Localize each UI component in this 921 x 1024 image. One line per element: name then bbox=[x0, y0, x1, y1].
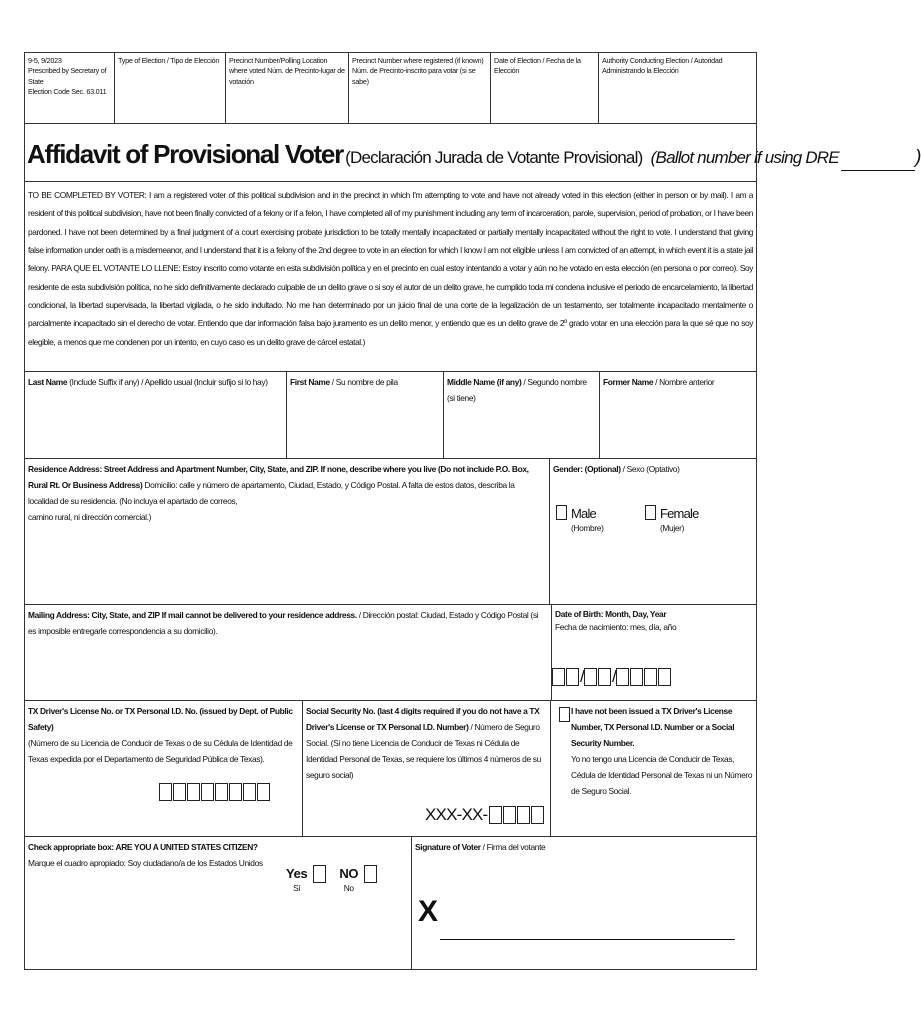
license-digit[interactable] bbox=[257, 783, 270, 801]
mailing-address-field[interactable]: Mailing Address: City, State, and ZIP If mail cannot be delivered to your residence address. / Dirección postal: Ciudad, Estado y Código Postal (si es imposible entregarle correspondencia a su domicilio). bbox=[25, 604, 551, 700]
form-prescribed: Prescribed by Secretary of State bbox=[28, 66, 107, 86]
male-checkbox[interactable] bbox=[556, 505, 567, 520]
yes-label: Yes bbox=[286, 866, 308, 881]
title-ballot: (Ballot number if using DRE bbox=[650, 148, 839, 167]
title-main: Affidavit of Provisional Voter bbox=[27, 139, 343, 169]
residence-address-field[interactable]: Residence Address: Street Address and Apartment Number, City, State, and ZIP. If none, describe where you live (Do not include P.O. Box, Rural Rt. Or Business Address) Domicilio: calle y número de apartamento, Ciudad, Estado, y Código Postal. A falta de estos datos, describa la localidad de su residencia. (No incluya el apartado de correos, camino rural, ni dirección comercial.) bbox=[25, 458, 549, 604]
ssn-digit[interactable] bbox=[531, 806, 544, 824]
form-id bbox=[25, 53, 115, 123]
no-label-es: No bbox=[343, 883, 354, 894]
ssn-digit[interactable] bbox=[503, 806, 516, 824]
yes-label-es: Sí bbox=[293, 883, 301, 894]
dob-month-digit[interactable] bbox=[566, 668, 579, 686]
form-header bbox=[25, 53, 756, 123]
dob-month-digit[interactable] bbox=[552, 668, 565, 686]
female-label: Female bbox=[659, 506, 699, 521]
dob-day-digit[interactable] bbox=[598, 668, 611, 686]
citizen-no-checkbox[interactable] bbox=[364, 865, 377, 883]
dob-year-digit[interactable] bbox=[658, 668, 671, 686]
license-digit[interactable] bbox=[229, 783, 242, 801]
form-code: Election Code Sec. 63.011 bbox=[28, 87, 107, 97]
drivers-license-field: TX Driver's License No. or TX Personal I.D. No. (issued by Dept. of Public Safety) (Número de su Licencia de Conducir de Texas o de su Cédula de Identidad de Texas expedida por el Departamento de Seguridad Pública de Texas). bbox=[25, 700, 302, 836]
ssn-digit-boxes[interactable] bbox=[425, 799, 545, 831]
no-label: NO bbox=[339, 866, 359, 881]
oath-es-lead: PARA QUE EL VOTANTE LO LLENE: bbox=[51, 263, 181, 274]
signature-field[interactable]: Signature of Voter / Firma del votante X bbox=[411, 836, 756, 969]
oath-en-body: I am a registered voter of this political subdivision and in the precinct in which I'm attempting to vote and have not already voted in this election (either in person or by mail). I am a resident of this political subdivision, have not been finally convicted of a felony or if a felon, I have completed all of my punishment including any term of incarceration, parole, supervision, period of probation, or I have been pardoned. I have not been determined by a final judgment of a court exercising probate jurisdiction to be totally mentally incapacitated or partially mentally incapacitated without the right to vote. I understand that giving false information under oath is a misdemeanor, and I understand that it is a felony of the 2nd degree to vote in an election for which I know I am not eligible unless I am convicted of an attempt, in which event it is a state jail felony. bbox=[28, 190, 753, 274]
last-name-field[interactable]: Last Name (Include Suffix if any) / Apellido usual (Incluir sufijo si lo hay) bbox=[25, 371, 286, 458]
first-name-field[interactable]: First Name / Su nombre de pila bbox=[286, 371, 443, 458]
dob-year-digit[interactable] bbox=[616, 668, 629, 686]
male-label: Male bbox=[570, 506, 596, 521]
form-title bbox=[25, 123, 921, 181]
citizen-yes-checkbox[interactable] bbox=[313, 865, 326, 883]
signature-line[interactable] bbox=[440, 910, 735, 940]
former-name-field[interactable]: Former Name / Nombre anterior bbox=[599, 371, 756, 458]
form-number: 9-5, 9/2023 bbox=[28, 56, 62, 65]
dob-year-digit[interactable] bbox=[630, 668, 643, 686]
ssn-digit[interactable] bbox=[489, 806, 502, 824]
dob-day-digit[interactable] bbox=[584, 668, 597, 686]
signature-x-mark: X bbox=[418, 895, 438, 928]
date-of-birth-field: Date of Birth: Month, Day, Year Fecha de nacimiento: mes, día, año / / bbox=[551, 604, 756, 700]
ssn-field: Social Security No. (last 4 digits required if you do not have a TX Driver's License or TX Personal I.D. Number) / Número de Seguro Social. (Si no tiene Licencia de Conducir de Texas ni Cédula de Identidad Personal de Texas, se requiere los últimos 4 números de su seguro social) XXX-XX- bbox=[302, 700, 550, 836]
affidavit-form bbox=[24, 52, 921, 970]
no-id-field: I have not been issued a TX Driver's License Number, TX Personal I.D. Number or a Social Security Number. Yo no tengo una Licencia de Conducir de Texas, Cédula de Identidad Personal de Texas ni un Número de Seguro Social. bbox=[550, 700, 756, 836]
oath-es-body: Estoy inscrito como votante en esta subdivisión política y en el precinto en cual estoy intentando a votar y aún no he votado en esta elección (en persona o por correo). Soy residente de esta subdivisión política, no he sido definitivamente declarado culpable de un delito grave o si soy el autor de un delito grave, he cumplido toda mi condena inclusive el periodo de encarcelamiento, la libertad condicional, la libertad supervisada, la libertad vigilada, o he sido indultado. No me han determinado por un juicio final de una corte de la legalización de un testamento, ser totalmente incapacitado mentalmente o parcialmente incapacitado sin el derecho de votar. Entiendo que dar información falsa bajo juramento es un delito menor, y entiendo que es un delito grave de 2º grado votar en una elección para la que sé que no soy elegible, a menos que me condenen por un intento, en cuyo caso es un delito grave de cárcel estatal.) bbox=[28, 263, 753, 347]
license-digit[interactable] bbox=[215, 783, 228, 801]
oath-en-lead: TO BE COMPLETED BY VOTER: bbox=[28, 190, 147, 200]
female-checkbox[interactable] bbox=[645, 505, 656, 520]
middle-name-field[interactable]: Middle Name (if any) / Segundo nombre (si tiene) bbox=[443, 371, 599, 458]
title-spanish: (Declaración Jurada de Votante Provisional) bbox=[345, 148, 643, 167]
license-digit[interactable] bbox=[243, 783, 256, 801]
no-id-checkbox[interactable] bbox=[559, 707, 570, 722]
authority-field[interactable]: Authority Conducting Election / Autoridad Administrando la Elección bbox=[602, 56, 723, 76]
gender-field: Gender: (Optional) / Sexo (Optativo) Male (Hombre) Female (Mujer) bbox=[549, 458, 756, 604]
dob-year-digit[interactable] bbox=[644, 668, 657, 686]
ballot-number-field[interactable] bbox=[841, 154, 915, 171]
oath-text bbox=[25, 181, 756, 371]
license-digit[interactable] bbox=[173, 783, 186, 801]
license-digit[interactable] bbox=[187, 783, 200, 801]
title-close: ) bbox=[915, 147, 921, 168]
ssn-digit[interactable] bbox=[517, 806, 530, 824]
ssn-prefix: XXX-XX- bbox=[425, 805, 488, 824]
precinct-polling-field[interactable]: Precinct Number/Polling Location where voted Núm. de Precinto-lugar de votación bbox=[226, 53, 349, 123]
license-digit[interactable] bbox=[159, 783, 172, 801]
citizenship-field: Check appropriate box: ARE YOU A UNITED STATES CITIZEN? Marque el cuadro apropiado: Soy ciudadano/a de los Estados Unidos Yes Sí NO No bbox=[25, 836, 411, 969]
license-digit[interactable] bbox=[201, 783, 214, 801]
male-label-es: (Hombre) bbox=[570, 522, 604, 533]
precinct-registered-field[interactable]: Precinct Number where registered (if known) Núm. de Precinto-inscrito para votar (si se sabe) bbox=[349, 53, 491, 123]
election-type-field[interactable]: Type of Election / Tipo de Elección bbox=[115, 53, 226, 123]
election-date-field[interactable]: Date of Election / Fecha de la Elección bbox=[491, 53, 599, 123]
dob-boxes[interactable]: / / bbox=[552, 661, 672, 693]
female-label-es: (Mujer) bbox=[659, 522, 685, 533]
license-digit-boxes[interactable] bbox=[159, 783, 271, 801]
